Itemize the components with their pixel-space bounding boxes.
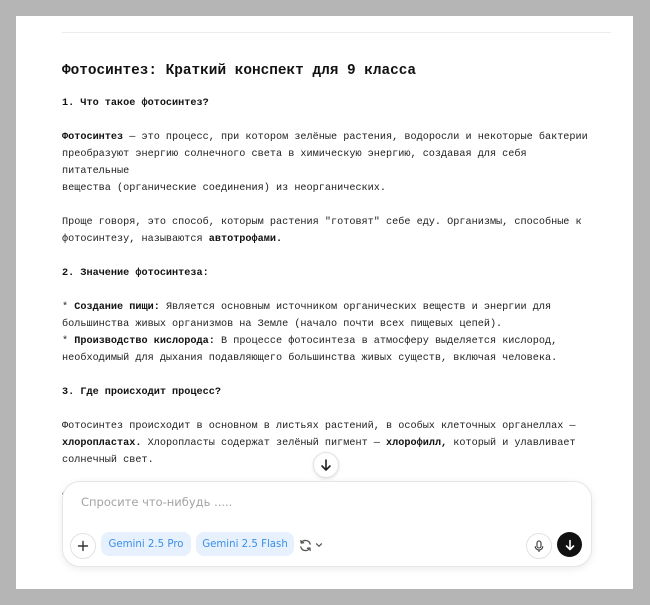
chat-response: [62, 60, 592, 503]
section-heading: 3. Где происходит процесс?: [62, 387, 221, 398]
top-divider: [62, 32, 611, 33]
model-chip-label: Gemini 2.5 Pro: [108, 538, 184, 550]
add-attachment-button[interactable]: [70, 533, 96, 559]
plus-icon: [77, 540, 89, 552]
model-switch-dropdown[interactable]: [298, 536, 328, 554]
model-chip-gemini-pro[interactable]: [101, 532, 191, 556]
text: вещества (органические соединения) из неорганических.: [62, 183, 387, 194]
prompt-composer: [62, 481, 592, 567]
chevron-down-icon: [315, 541, 323, 549]
term: Создание пищи:: [74, 302, 160, 313]
text: Фотосинтез происходит в основном в листьях растений, в особых клеточных органеллах —: [62, 421, 576, 432]
text: большинства живых организмов на Земле (начало почти всех пищевых цепей).: [62, 319, 503, 330]
send-button[interactable]: [557, 532, 582, 557]
text: который и улавливает: [447, 438, 576, 449]
section-heading: 2. Значение фотосинтеза:: [62, 268, 209, 279]
text: фотосинтезу, называются: [62, 234, 209, 245]
paragraph: [62, 129, 592, 197]
scroll-to-bottom-button[interactable]: [313, 452, 339, 478]
list-item: [62, 333, 592, 367]
bullet: *: [62, 336, 75, 347]
bullet: *: [62, 302, 75, 313]
text: .: [275, 234, 283, 245]
term: Производство кислорода:: [74, 336, 215, 347]
text: В процессе фотосинтеза в атмосферу выделяется кислород,: [214, 336, 558, 347]
voice-input-button[interactable]: [526, 533, 552, 559]
text: преобразуют энергию солнечного света в химическую энергию, создавая для себя питательные: [62, 149, 527, 177]
text: необходимый для дыхания подавляющего большинства живых существ, включая человека.: [62, 353, 558, 364]
text: Является основным источником органических веществ и энергии для: [159, 302, 552, 313]
term: автотрофами: [208, 234, 276, 245]
section-heading: 1. Что такое фотосинтез?: [62, 98, 209, 109]
paragraph: [62, 214, 592, 248]
text: Проще говоря, это способ, которым растения "готовят" себе еду. Организмы, способные к: [62, 217, 582, 228]
microphone-icon: [533, 540, 545, 553]
term: хлорофилл,: [386, 438, 448, 449]
model-chip-label: Gemini 2.5 Flash: [202, 538, 288, 550]
list-item: [62, 299, 592, 333]
app-window: [16, 16, 633, 589]
arrow-down-icon: [564, 539, 576, 551]
term: Фотосинтез: [62, 132, 124, 143]
arrow-down-icon: [319, 458, 333, 472]
term: хлоропластах.: [62, 438, 142, 449]
text: — это процесс, при котором зелёные растения, водоросли и некоторые бактерии: [123, 132, 588, 143]
prompt-input[interactable]: [81, 492, 561, 512]
document-title: Фотосинтез: Краткий конспект для 9 класса: [62, 63, 417, 79]
refresh-icon: [298, 538, 313, 553]
model-chip-gemini-flash[interactable]: [196, 532, 294, 556]
text: Хлоропласты содержат зелёный пигмент —: [141, 438, 387, 449]
text: солнечный свет.: [62, 455, 154, 466]
